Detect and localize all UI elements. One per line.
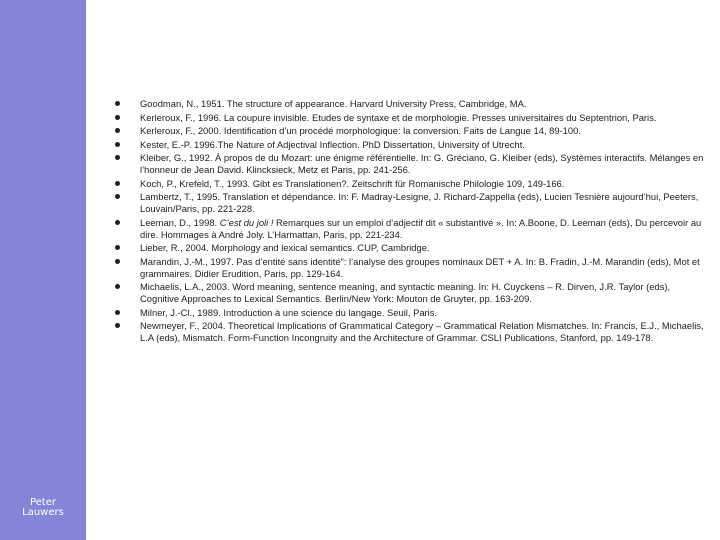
reference-item (112, 307, 710, 319)
bullet-icon (115, 220, 120, 225)
bullet-icon (115, 101, 120, 106)
reference-item (112, 112, 710, 124)
bullet-icon (115, 310, 120, 315)
reference-text: Kerleroux, F., 2000. Identification d’un procédé morphologique: la conversion. Faits de Langue 14, 89-100. (140, 125, 581, 136)
bullet-icon (115, 284, 120, 289)
bullet-icon (115, 128, 120, 133)
reference-item (112, 281, 710, 305)
reference-text: Lambertz, T., 1995. Translation et dépendance. In: F. Madray-Lesigne, J. Richard-Zappella (eds), Lucien Tesnière aujourd’hui, Peeters, Louvain/Paris, pp. 221-228. (140, 191, 699, 214)
bullet-icon (115, 259, 120, 264)
reference-item (112, 178, 710, 190)
bullet-icon (115, 245, 120, 250)
bullet-icon (115, 142, 120, 147)
author-name (0, 498, 86, 518)
author-last-name: Lauwers (22, 507, 64, 518)
reference-text: Kerleroux, F., 1996. La coupure invisible. Etudes de syntaxe et de morphologie. Presses universitaires du Septentrion, Paris. (140, 111, 657, 123)
sidebar-band (0, 0, 86, 540)
bullet-icon (115, 155, 120, 160)
reference-text: Leeman, D., 1998. C’est du joli ! Remarques sur un emploi d’adjectif dit « substantivé ». In: A.Boone, D. Leeman (eds), Du percevoir au dire. Hommages à André Joly. L’Harmattan, Paris, pp. 221-234. (140, 216, 702, 240)
reference-text: Milner, J.-Cl., 1989. Introduction à une science du langage. Seuil, Paris. (140, 306, 438, 318)
bullet-icon (115, 323, 120, 328)
reference-text: Goodman, N., 1951. The structure of appearance. Harvard University Press, Cambridge, MA. (140, 98, 527, 109)
reference-item (112, 217, 710, 241)
reference-item (112, 139, 710, 151)
author-first-name: Peter (29, 497, 56, 508)
reference-text: Kleiber, G., 1992. À propos de du Mozart: une énigme référentielle. In: G. Gréciano, G. Kleiber (eds), Systèmes interactifs. Mélanges en l’honneur de Jean David. Klincksieck, Metz et Paris, pp. 241-256. (140, 152, 704, 175)
bullet-icon (115, 194, 120, 199)
reference-text: Michaelis, L.A., 2003. Word meaning, sentence meaning, and syntactic meaning. In: H. Cuyckens – R. Dirven, J.R. Taylor (eds), Cognitive Approaches to Lexical Semantics. Berlin/New York: Mouton de Gruyter, pp. 163-209. (140, 281, 671, 304)
reference-text: Newmeyer, F., 2004. Theoretical Implications of Grammatical Category – Grammatical Relation Mismatches. In: Francis, E.J., Michaelis, L.A (eds), Mismatch. Form-Function Incongruity and the Architecture of Grammar. CSLI Publications, Stanford, pp. 149-178. (140, 320, 704, 343)
reference-item (112, 242, 710, 254)
reference-item (112, 152, 710, 176)
reference-list (112, 98, 710, 346)
reference-text: Koch, P., Krefeld, T., 1993. Gibt es Translationen?. Zeitschrift für Romanische Philologie 109, 149-166. (140, 177, 565, 189)
reference-text: Lieber, R., 2004. Morphology and lexical semantics. CUP, Cambridge. (140, 242, 430, 253)
reference-text: Marandin, J.-M., 1997. Pas d’entité sans identité”: l’analyse des groupes nominaux DET + A. In: B. Fradin, J.-M. Marandin (eds), Mot et grammaires. Didier Erudition, Paris, pp. 129-164. (140, 255, 700, 279)
bullet-icon (115, 181, 120, 186)
reference-text: Kester, E.-P. 1996.The Nature of Adjectival Inflection. PhD Dissertation, University of Utrecht. (140, 138, 525, 150)
reference-item (112, 98, 710, 110)
reference-item (112, 191, 710, 215)
reference-item (112, 125, 710, 137)
bullet-icon (115, 115, 120, 120)
reference-item (112, 256, 710, 280)
reference-item (112, 320, 710, 344)
